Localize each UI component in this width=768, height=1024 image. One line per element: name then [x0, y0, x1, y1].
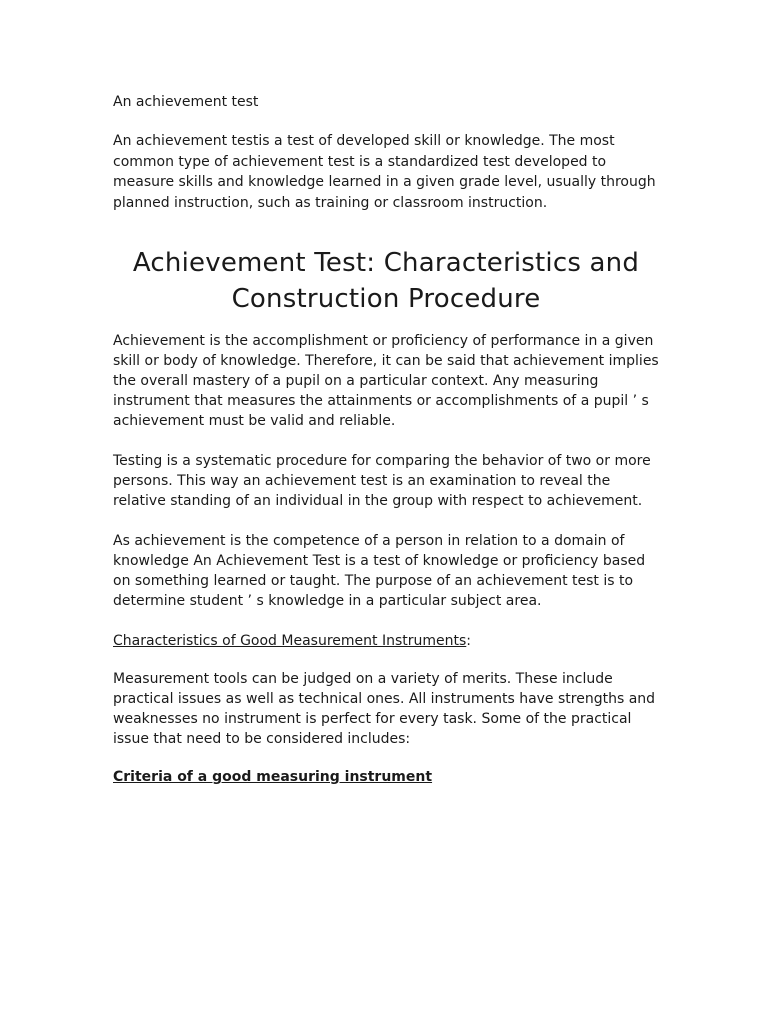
intro-title: An achievement test	[113, 94, 259, 110]
section-heading	[113, 631, 659, 651]
section-heading-colon: :	[466, 633, 471, 649]
main-heading: Achievement Test: Characteristics and Construction Procedure	[132, 248, 640, 314]
section-paragraph: Measurement tools can be judged on a variety of merits. These include practical issues as well as technical ones. All instruments have strengths and weaknesses no instrument is perfect for every task. Some of the practical issue that need to be considered includes:	[113, 671, 656, 747]
paragraph-achievement-definition: Achievement is the accomplishment or proficiency of performance in a given skill or body of knowledge. Therefore, it can be said that achievement implies the overall mastery of a pupil on a particular context. Any measuring instrument that measures the attainments or accomplishments of a pupil ’ s achievement must be valid and reliable.	[113, 333, 659, 429]
paragraph-testing-procedure: Testing is a systematic procedure for comparing the behavior of two or more persons. This way an achievement test is an examination to reveal the relative standing of an individual in the group with respect to achievement.	[113, 453, 651, 509]
subsection-heading: Criteria of a good measuring instrument	[113, 769, 433, 785]
intro-paragraph: An achievement testis a test of developed skill or knowledge. The most common type of achievement test is a standardized test developed to measure skills and knowledge learned in a given grade level, usually through planned instruction, such as training or classroom instruction.	[113, 133, 656, 211]
paragraph-achievement-test-purpose: As achievement is the competence of a person in relation to a domain of knowledge An Achievement Test is a test of knowledge or proficiency based on something learned or taught. The purpose of an achievement test is to determine student ’ s knowledge in a particular subject area.	[113, 533, 646, 609]
section-heading-text: Characteristics of Good Measurement Instruments	[113, 633, 467, 649]
document-page	[113, 92, 659, 787]
